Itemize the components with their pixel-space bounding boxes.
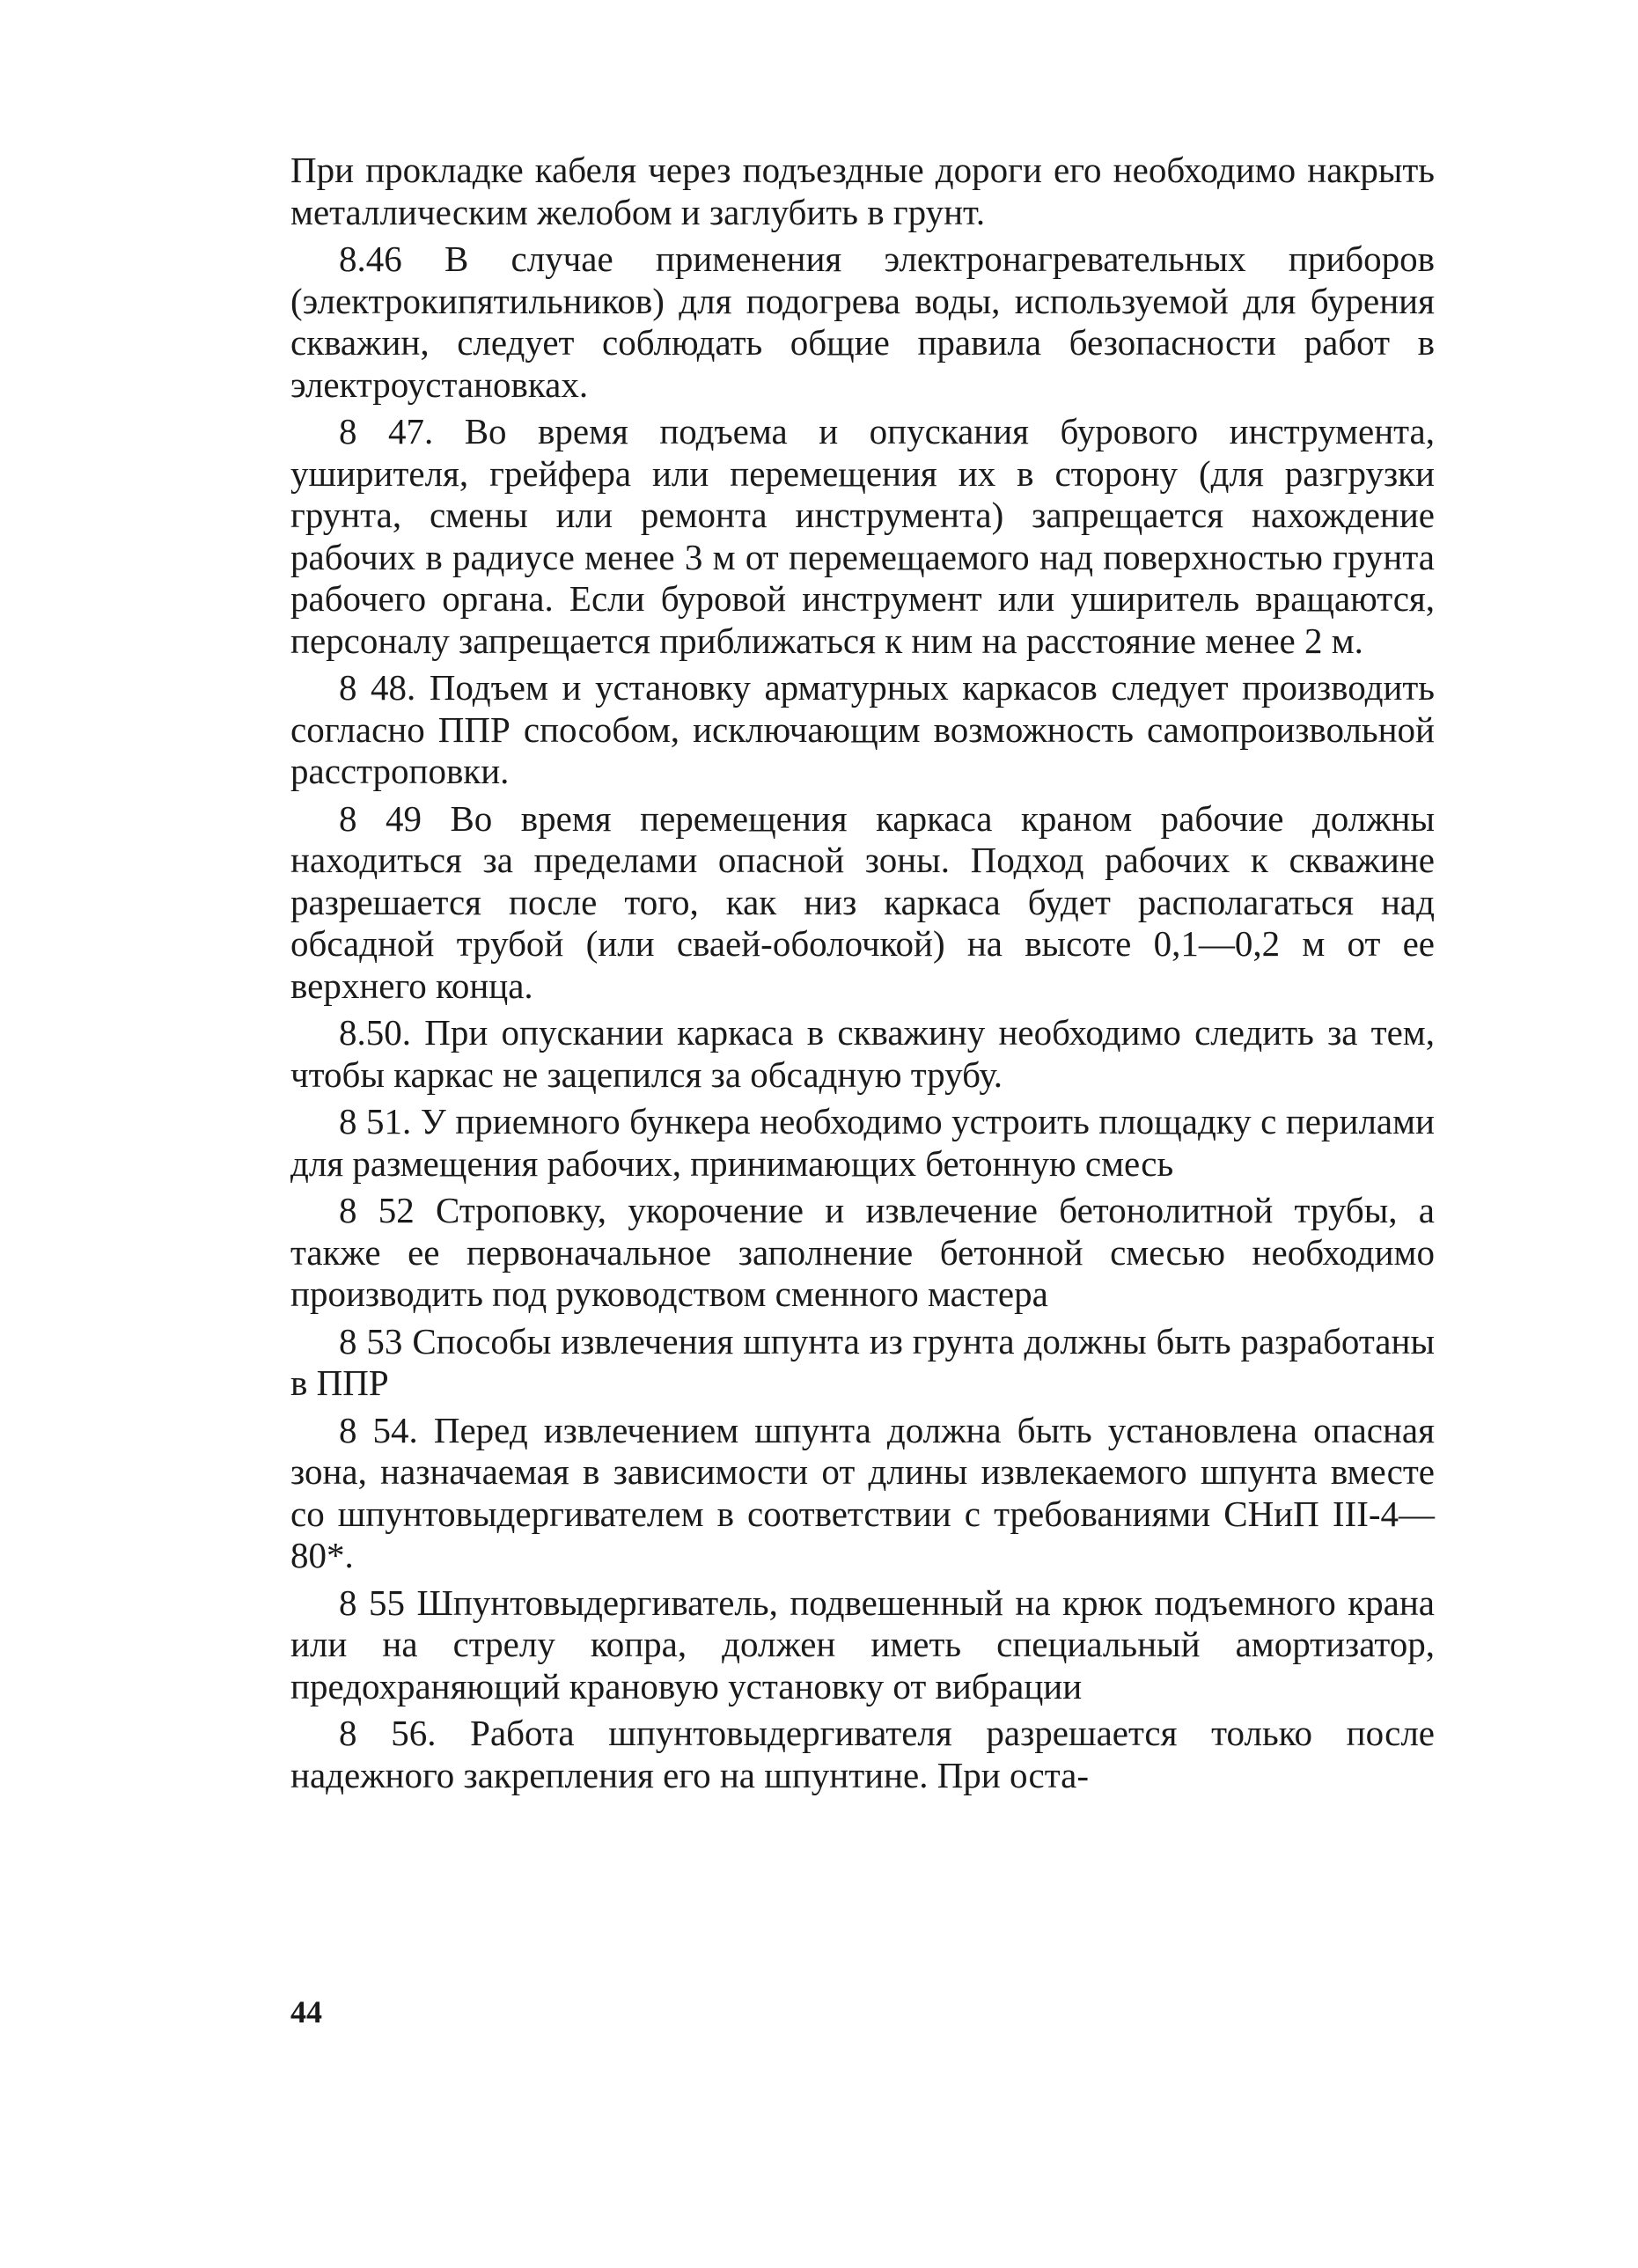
paragraph-8-54: 8 54. Перед извлечением шпунта должна быть установлена опасная зона, назначаемая в зависимости от длины извлекаемого шпунта вместе со шпунтовыдергивателем в соответствии с требованиями СНиП III-4—80*. [290,1409,1435,1575]
page-number: 44 [290,1994,322,2029]
paragraph-8-50: 8.50. При опускании каркаса в скважину необходимо следить за тем, чтобы каркас не зацепился за обсадную трубу. [290,1012,1435,1095]
paragraph-8-53: 8 53 Способы извлечения шпунта из грунта должны быть разработаны в ППР [290,1320,1435,1403]
paragraph-8-47: 8 47. Во время подъема и опускания бурового инструмента, уширителя, грейфера или перемещения их в сторону (для разгрузки грунта, смены или ремонта инструмента) запрещается нахождение рабочих в радиусе менее 3 м от перемещаемого над поверхностью грунта рабочего органа. Если буровой инструмент или уширитель вращаются, персоналу запрещается приближаться к ним на расстояние менее 2 м. [290,411,1435,661]
paragraph-8-52: 8 52 Строповку, укорочение и извлечение бетонолитной трубы, а также ее первоначальное заполнение бетонной смесью необходимо производить под руководством сменного мастера [290,1190,1435,1314]
paragraph-8-48: 8 48. Подъем и установку арматурных каркасов следует производить согласно ППР способом, исключающим возможность самопроизвольной расстроповки. [290,667,1435,791]
paragraph-8-46: 8.46 В случае применения электронагревательных приборов (электрокипятильников) для подогрева воды, используемой для бурения скважин, следует соблюдать общие правила безопасности работ в электроустановках. [290,239,1435,405]
body-text [290,150,1435,1802]
paragraph-8-49: 8 49 Во время перемещения каркаса краном рабочие должны находиться за пределами опасной зоны. Подход рабочих к скважине разрешается после того, как низ каркаса будет располагаться над обсадной трубой (или сваей-оболочкой) на высоте 0,1—0,2 м от ее верхнего конца. [290,797,1435,1006]
paragraph-8-55: 8 55 Шпунтовыдергиватель, подвешенный на крюк подъемного крана или на стрелу копра, должен иметь специальный амортизатор, предохраняющий крановую установку от вибрации [290,1582,1435,1707]
paragraph-intro: При прокладке кабеля через подъездные дороги его необходимо накрыть металлическим желобом и заглубить в грунт. [290,150,1435,232]
paragraph-8-56: 8 56. Работа шпунтовыдергивателя разрешается только после надежного закрепления его на шпунтине. При оста- [290,1713,1435,1795]
paragraph-8-51: 8 51. У приемного бункера необходимо устроить площадку с перилами для размещения рабочих, принимающих бетонную смесь [290,1101,1435,1184]
